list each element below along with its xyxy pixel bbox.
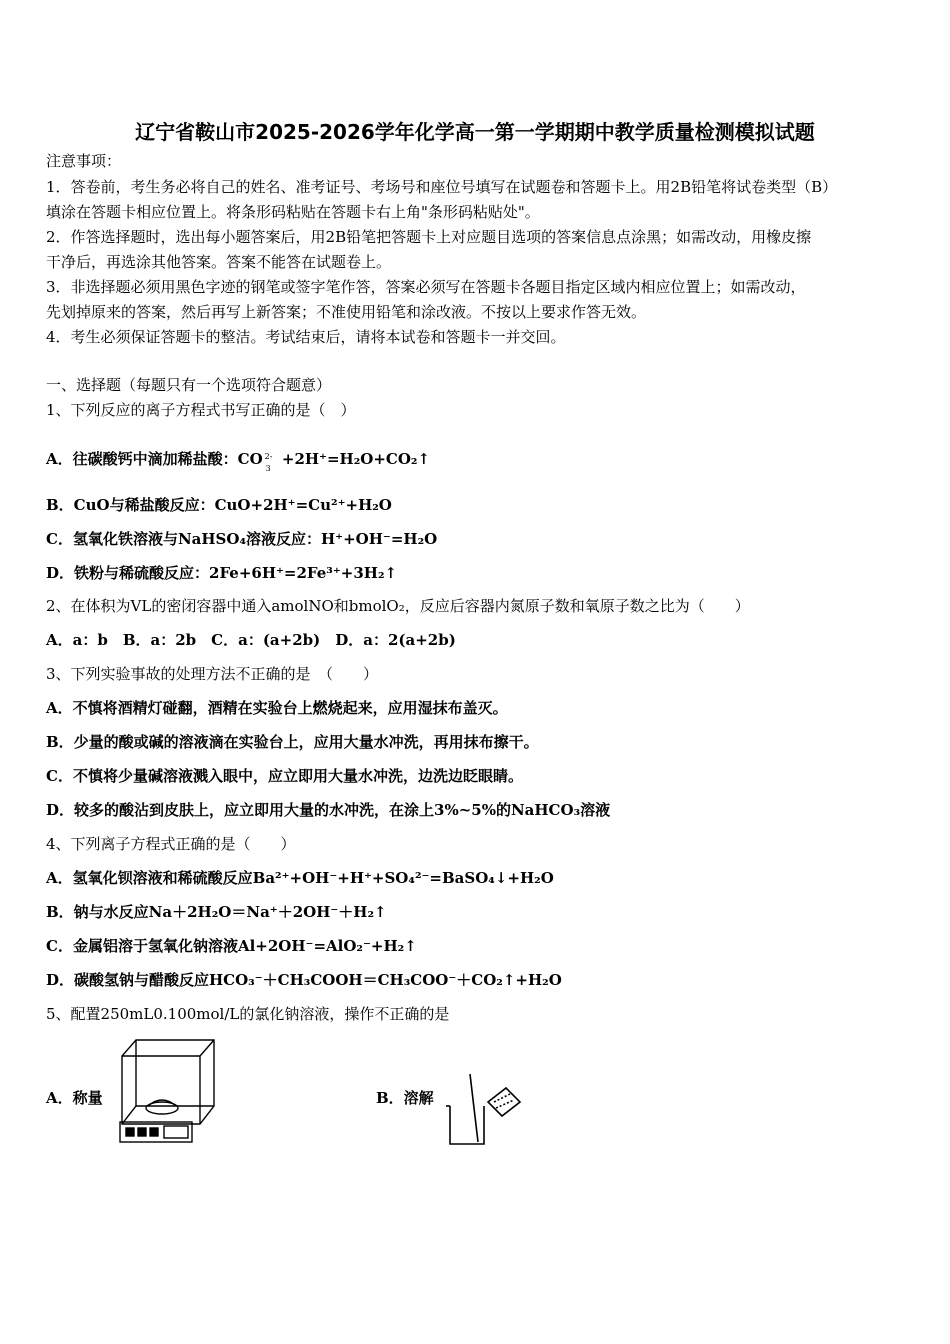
note-line: 2．作答选择题时，选出每小题答案后，用2B铅笔把答题卡上对应题目选项的答案信息点涂黑；如需改动，用橡皮擦 bbox=[46, 228, 812, 246]
question-5-option-a: A．称量 bbox=[46, 1089, 103, 1107]
option-a-rest: +2H⁺=H₂O+CO₂↑ bbox=[276, 450, 431, 468]
question-5-stem: 5、配置250mL0.100mol/L的氯化钠溶液，操作不正确的是 bbox=[46, 1005, 450, 1023]
balance-illustration bbox=[114, 1036, 218, 1146]
note-line: 3．非选择题必须用黑色字迹的钢笔或签字笔作答，答案必须写在答题卡各题目指定区域内相应位置上；如需改动， bbox=[46, 278, 806, 296]
question-3-option-a: A．不慎将酒精灯碰翻，酒精在实验台上燃烧起来，应用湿抹布盖灭。 bbox=[46, 699, 508, 717]
note-line: 先划掉原来的答案，然后再写上新答案；不准使用铅笔和涂改液。不按以上要求作答无效。 bbox=[46, 303, 647, 321]
question-4-stem: 4、下列离子方程式正确的是（ ） bbox=[46, 835, 296, 853]
question-3-stem: 3、下列实验事故的处理方法不正确的是 （ ） bbox=[46, 665, 379, 683]
note-line: 填涂在答题卡相应位置上。将条形码粘贴在答题卡右上角"条形码粘贴处"。 bbox=[46, 203, 540, 221]
question-5-option-b: B．溶解 bbox=[376, 1089, 434, 1107]
superscript: 2- bbox=[264, 452, 273, 461]
section-heading: 一、选择题（每题只有一个选项符合题意） bbox=[46, 376, 332, 394]
page-title: 辽宁省鞍山市2025-2026学年化学高一第一学期期中教学质量检测模拟试题 bbox=[135, 120, 815, 144]
notes-header: 注意事项： bbox=[46, 152, 122, 170]
question-1-option-c: C．氢氧化铁溶液与NaHSO₄溶液反应：H⁺+OH⁻=H₂O bbox=[46, 530, 438, 548]
dissolving-illustration bbox=[444, 1072, 524, 1150]
question-1-option-a bbox=[46, 450, 431, 473]
option-a-prefix: A．往碳酸钙中滴加稀盐酸：CO bbox=[46, 450, 263, 468]
question-2-options: A．a：b B．a：2b C．a：(a+2b) D．a：2(a+2b) bbox=[46, 631, 456, 649]
question-4-option-c: C．金属铝溶于氢氧化钠溶液Al+2OH⁻=AlO₂⁻+H₂↑ bbox=[46, 937, 417, 955]
question-3-option-b: B．少量的酸或碱的溶液滴在实验台上，应用大量水冲洗，再用抹布擦干。 bbox=[46, 733, 539, 751]
question-1-option-d: D．铁粉与稀硫酸反应：2Fe+6H⁺=2Fe³⁺+3H₂↑ bbox=[46, 564, 398, 582]
question-3-option-d: D．较多的酸沾到皮肤上，应立即用大量的水冲洗，在涂上3%~5%的NaHCO₃溶液 bbox=[46, 801, 611, 819]
question-4-option-b: B．钠与水反应Na＋2H₂O＝Na⁺＋2OH⁻＋H₂↑ bbox=[46, 903, 387, 921]
question-4-option-d: D．碳酸氢钠与醋酸反应HCO₃⁻＋CH₃COOH＝CH₃COO⁻＋CO₂↑+H₂O bbox=[46, 971, 562, 989]
question-2-stem: 2、在体积为VL的密闭容器中通入amolNO和bmolO₂，反应后容器内氮原子数和氧原子数之比为（ ） bbox=[46, 597, 750, 615]
subscript: 3 bbox=[265, 464, 271, 473]
question-1-option-b: B．CuO与稀盐酸反应：CuO+2H⁺=Cu²⁺+H₂O bbox=[46, 496, 392, 514]
question-4-option-a: A．氢氧化钡溶液和稀硫酸反应Ba²⁺+OH⁻+H⁺+SO₄²⁻=BaSO₄↓+H₂O bbox=[46, 869, 554, 887]
note-line: 1．答卷前，考生务必将自己的姓名、准考证号、考场号和座位号填写在试题卷和答题卡上。用2B铅笔将试卷类型（B） bbox=[46, 178, 838, 196]
note-line: 干净后，再选涂其他答案。答案不能答在试题卷上。 bbox=[46, 253, 392, 271]
question-3-option-c: C．不慎将少量碱溶液溅入眼中，应立即用大量水冲洗，边洗边眨眼睛。 bbox=[46, 767, 523, 785]
note-line: 4．考生必须保证答题卡的整洁。考试结束后，请将本试卷和答题卡一并交回。 bbox=[46, 328, 566, 346]
question-1-stem: 1、下列反应的离子方程式书写正确的是（ ） bbox=[46, 401, 356, 419]
